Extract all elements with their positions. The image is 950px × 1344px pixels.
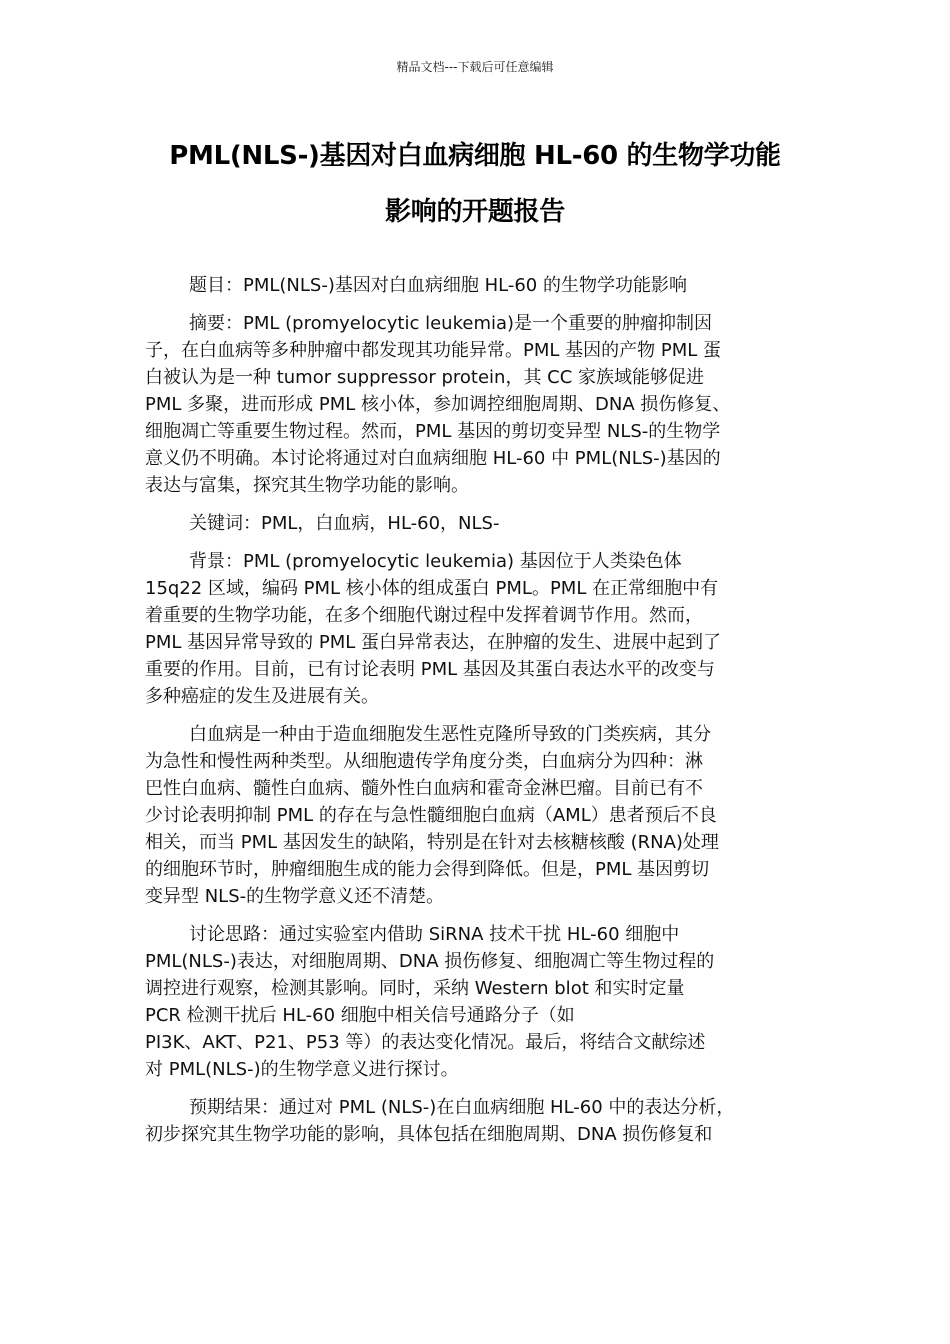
paragraph (145, 548, 807, 710)
document-title (0, 128, 950, 240)
paragraph-line: 巴性白血病、髓性白血病、髓外性白血病和霍奇金淋巴瘤。目前已有不 (145, 778, 703, 799)
paragraph-line: 细胞凋亡等重要生物过程。然而，PML 基因的剪切变异型 NLS-的生物学 (145, 421, 721, 442)
paragraph-line: 多种癌症的发生及进展有关。 (145, 686, 379, 707)
paragraph-line: 白被认为是一种 tumor suppressor protein，其 CC 家族域能够促进 (145, 367, 705, 388)
paragraph (145, 272, 807, 299)
paragraph-line: 白血病是一种由于造血细胞发生恶性克隆所导致的门类疾病，其分 (189, 724, 711, 745)
paragraph (145, 721, 807, 910)
paragraph-line: 意义仍不明确。本讨论将通过对白血病细胞 HL-60 中 PML(NLS-)基因的 (145, 448, 721, 469)
paragraph-line: 变异型 NLS-的生物学意义还不清楚。 (145, 886, 445, 907)
paragraph-line: PML 基因异常导致的 PML 蛋白异常表达，在肿瘤的发生、进展中起到了 (145, 632, 721, 653)
paragraph-line: 对 PML(NLS-)的生物学意义进行探讨。 (145, 1059, 459, 1080)
paragraph-line: 摘要：PML (promyelocytic leukemia)是一个重要的肿瘤抑制因 (189, 313, 713, 334)
paragraph-line: 预期结果：通过对 PML (NLS-)在白血病细胞 HL-60 中的表达分析， (189, 1097, 735, 1118)
paragraph (145, 1094, 807, 1148)
paragraph-line: PML(NLS-)表达，对细胞周期、DNA 损伤修复、细胞凋亡等生物过程的 (145, 951, 715, 972)
paragraph-line: 少讨论表明抑制 PML 的存在与急性髓细胞白血病（AML）患者预后不良 (145, 805, 717, 826)
paragraph-line: 子，在白血病等多种肿瘤中都发现其功能异常。PML 基因的产物 PML 蛋 (145, 340, 721, 361)
title-line-1: PML(NLS-)基因对白血病细胞 HL-60 的生物学功能 (169, 141, 781, 171)
paragraph (145, 510, 807, 537)
paragraph-line: PI3K、AKT、P21、P53 等）的表达变化情况。最后，将结合文献综述 (145, 1032, 706, 1053)
paragraph (145, 921, 807, 1083)
paragraph-line: 表达与富集，探究其生物学功能的影响。 (145, 475, 469, 496)
paragraph-line: 题目：PML(NLS-)基因对白血病细胞 HL-60 的生物学功能影响 (189, 275, 687, 296)
paragraph-line: 相关，而当 PML 基因发生的缺陷，特别是在针对去核糖核酸 (RNA)处理 (145, 832, 719, 853)
title-line-2: 影响的开题报告 (385, 197, 565, 227)
document-body (145, 272, 807, 1159)
paragraph (145, 310, 807, 499)
paragraph-line: 讨论思路：通过实验室内借助 SiRNA 技术干扰 HL-60 细胞中 (189, 924, 680, 945)
paragraph-line: 关键词：PML，白血病，HL-60，NLS- (189, 513, 500, 534)
paragraph-line: 重要的作用。目前，已有讨论表明 PML 基因及其蛋白表达水平的改变与 (145, 659, 715, 680)
paragraph-line: PCR 检测干扰后 HL-60 细胞中相关信号通路分子（如 (145, 1005, 575, 1026)
paragraph-line: 调控进行观察，检测其影响。同时，采纳 Western blot 和实时定量 (145, 978, 685, 999)
paragraph-line: 为急性和慢性两种类型。从细胞遗传学角度分类，白血病分为四种：淋 (145, 751, 703, 772)
paragraph-line: 的细胞环节时，肿瘤细胞生成的能力会得到降低。但是，PML 基因剪切 (145, 859, 710, 880)
paragraph-line: 着重要的生物学功能，在多个细胞代谢过程中发挥着调节作用。然而， (145, 605, 703, 626)
paragraph-line: PML 多聚，进而形成 PML 核小体，参加调控细胞周期、DNA 损伤修复、 (145, 394, 731, 415)
paragraph-line: 15q22 区域，编码 PML 核小体的组成蛋白 PML。PML 在正常细胞中有 (145, 578, 719, 599)
page-header: 精品文档---下载后可任意编辑 (396, 60, 554, 74)
paragraph-line: 背景：PML (promyelocytic leukemia) 基因位于人类染色体 (189, 551, 682, 572)
paragraph-line: 初步探究其生物学功能的影响，具体包括在细胞周期、DNA 损伤修复和 (145, 1124, 713, 1145)
